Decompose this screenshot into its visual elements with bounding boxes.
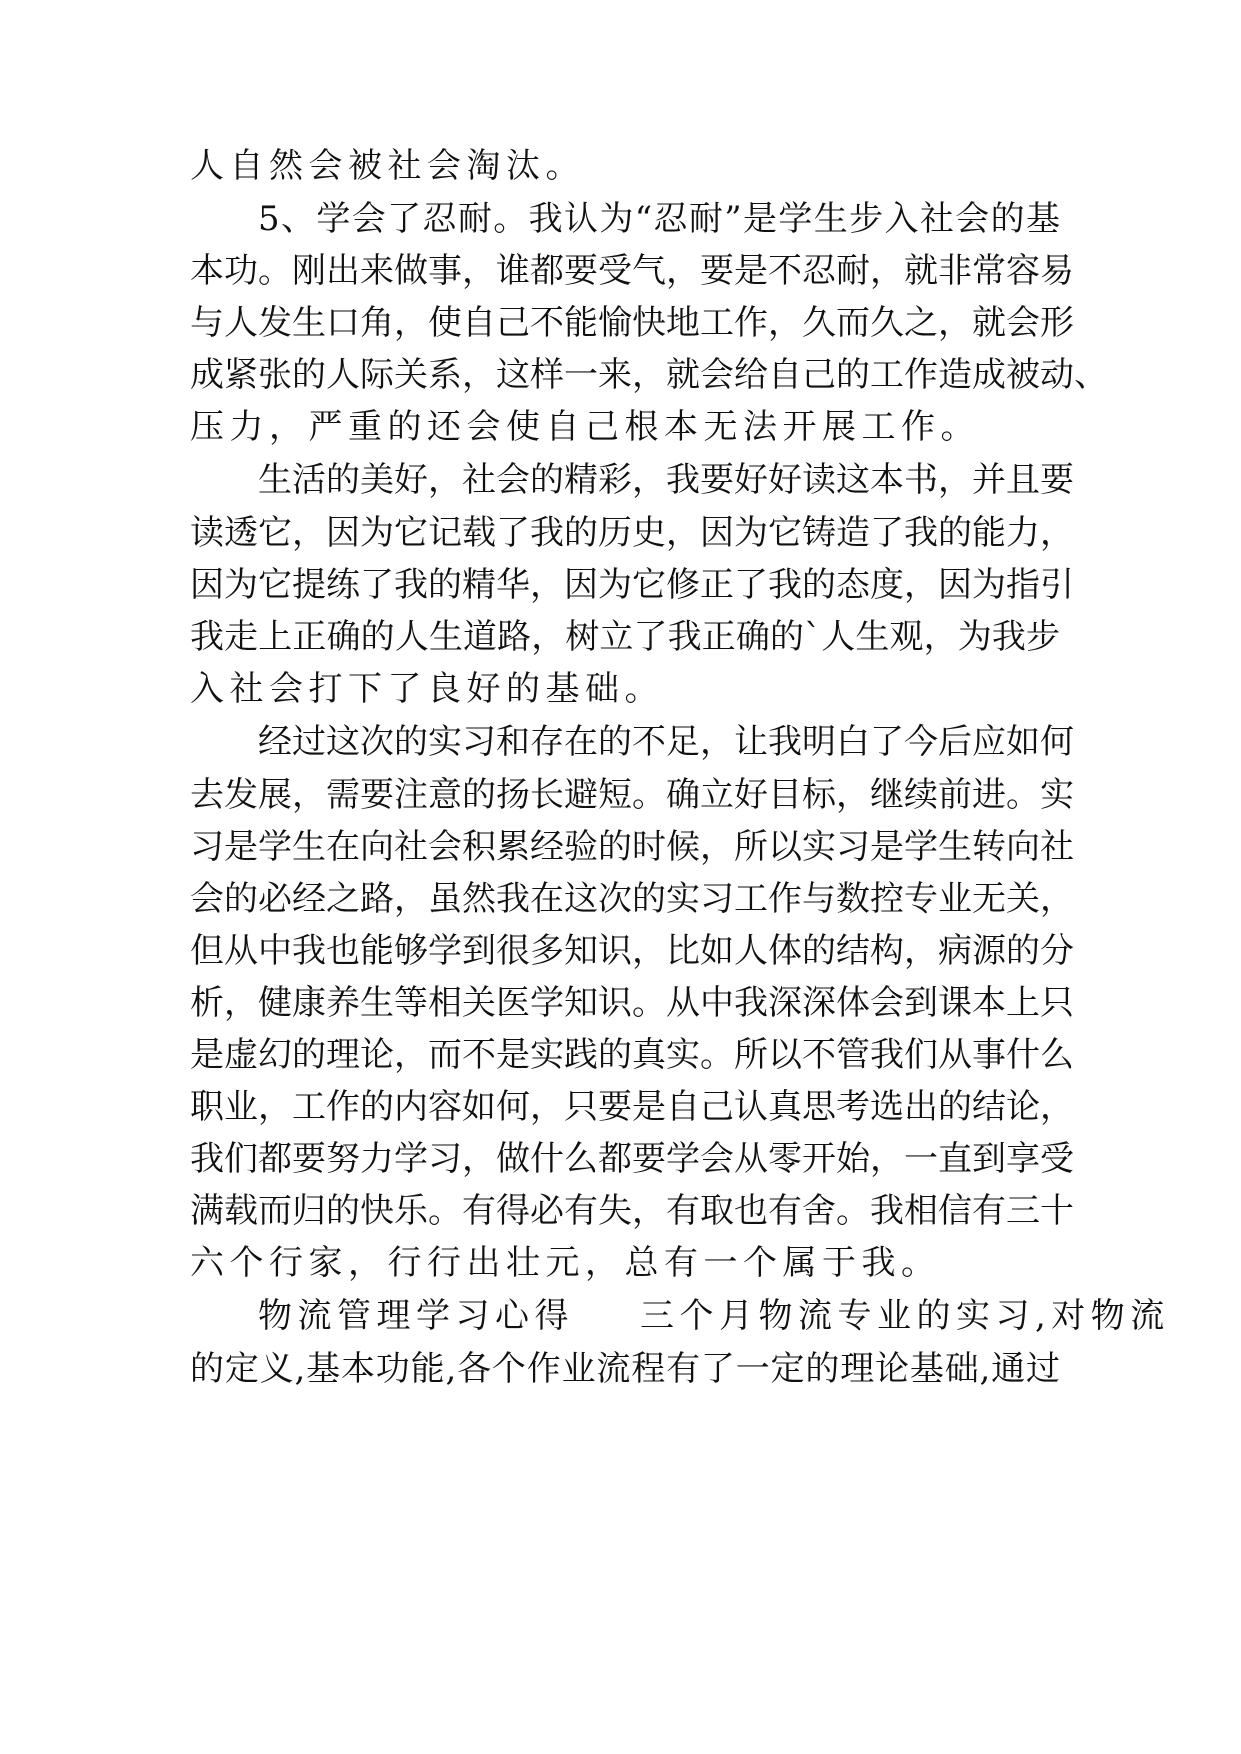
paragraph-line [190, 1287, 1170, 1345]
paragraph-line: 六个行家，行行出壮元，总有一个属于我。 [190, 1243, 941, 1283]
paragraph-line: 会的必经之路，虽然我在这次的实习工作与数控专业无关， [190, 879, 1074, 919]
paragraph-line: 因为它提练了我的精华，因为它修正了我的态度，因为指引 [190, 565, 1074, 605]
paragraph-line: 但从中我也能够学到很多知识，比如人体的结构，病源的分 [190, 931, 1074, 971]
paragraph-line: 我走上正确的人生道路，树立了我正确的`人生观，为我步 [190, 617, 1060, 657]
paragraph-line: 人自然会被社会淘汰。 [190, 146, 585, 186]
paragraph-line: 是虚幻的理论，而不是实践的真实。所以不管我们从事什么 [190, 1035, 1074, 1075]
paragraph-line: 本功。刚出来做事，谁都要受气，要是不忍耐，就非常容易 [190, 251, 1074, 291]
paragraph-line: 压力，严重的还会使自己根本无法开展工作。 [190, 407, 980, 447]
paragraph-line: 习是学生在向社会积累经验的时候，所以实习是学生转向社 [190, 827, 1074, 867]
paragraph-line: 职业，工作的内容如何，只要是自己认真思考选出的结论， [190, 1087, 1074, 1127]
paragraph-line: 去发展，需要注意的扬长避短。确立好目标，继续前进。实 [190, 775, 1074, 815]
section-heading: 物流管理学习心得 [258, 1296, 574, 1336]
paragraph-line: 经过这次的实习和存在的不足，让我明白了今后应如何 [258, 722, 1074, 762]
paragraph-line: 与人发生口角，使自己不能愉快地工作，久而久之，就会形 [190, 303, 1074, 343]
paragraph-line: 成紧张的人际关系，这样一来，就会给自己的工作造成被动、 [190, 355, 1108, 395]
paragraph-line: 的定义,基本功能,各个作业流程有了一定的理论基础,通过 [190, 1349, 1060, 1389]
paragraph-line: 读透它，因为它记载了我的历史，因为它铸造了我的能力， [190, 513, 1074, 553]
paragraph-line: 入社会打下了良好的基础。 [190, 669, 664, 709]
paragraph-line: 生活的美好，社会的精彩，我要好好读这本书，并且要 [258, 460, 1074, 500]
paragraph-line: 我们都要努力学习，做什么都要学会从零开始，一直到享受 [190, 1139, 1074, 1179]
paragraph-line: 析，健康养生等相关医学知识。从中我深深体会到课本上只 [190, 983, 1074, 1023]
paragraph-line: 满载而归的快乐。有得必有失，有取也有舍。我相信有三十 [190, 1191, 1074, 1231]
paragraph-line: 5、学会了忍耐。我认为“忍耐”是学生步入社会的基 [258, 199, 1060, 239]
paragraph-text: 三个月物流专业的实习,对物流 [640, 1296, 1170, 1336]
